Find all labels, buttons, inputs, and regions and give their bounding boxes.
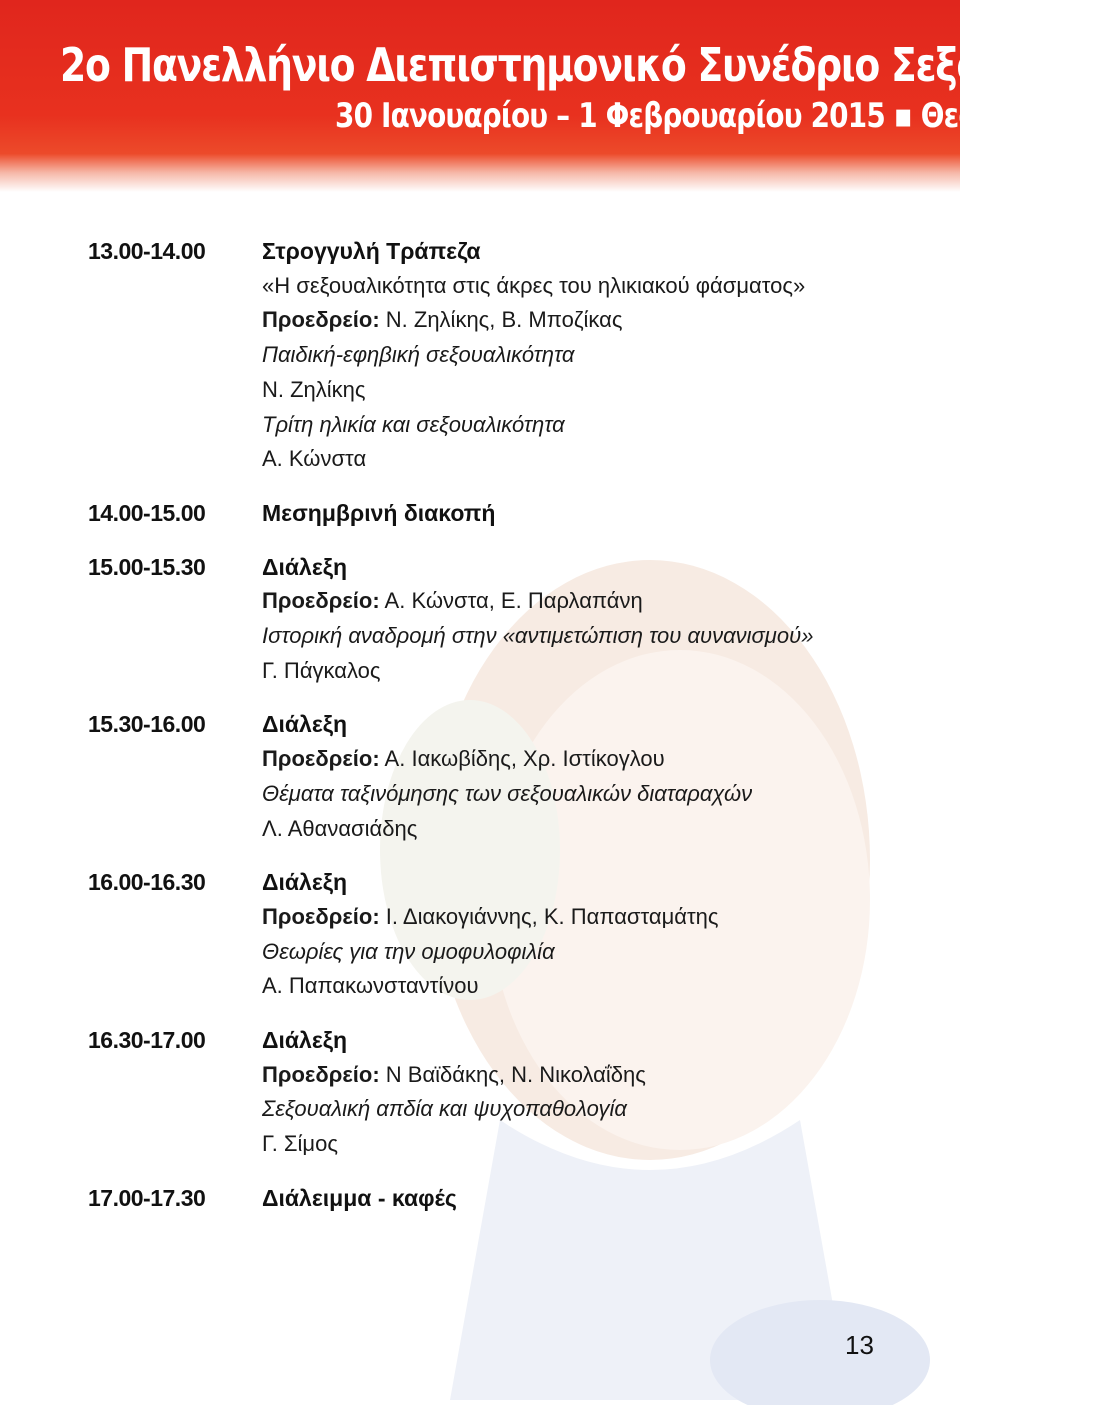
session-chair [262, 307, 622, 333]
page-number: 13 [845, 1330, 874, 1360]
talk-title: Θεωρίες για την ομοφυλοφιλία [262, 938, 555, 964]
talk-title: Τρίτη ηλικία και σεξουαλικότητα [262, 411, 565, 437]
session-time: 15.00-15.30 [88, 553, 206, 580]
session-line: Γ. Πάγκαλος [262, 657, 381, 683]
talk-title: Θέματα ταξινόμησης των σεξουαλικών διαταραχών [262, 780, 753, 806]
chair-names: Ι. Διακογιάννης, Κ. Παπασταμάτης [379, 903, 719, 929]
chair-names: Ν. Ζηλίκης, Β. Μποζίκας [379, 307, 623, 333]
chair-names: Ν Βαϊδάκης, Ν. Νικολαΐδης [379, 1061, 646, 1087]
session-time: 13.00-14.00 [88, 238, 206, 264]
session-chair [262, 746, 665, 772]
chair-label: Προεδρείο: [262, 588, 380, 614]
session-line: Γ. Σίμος [262, 1131, 338, 1157]
chair-label: Προεδρείο: [262, 1061, 380, 1087]
session-title: Διάλεξη [262, 1027, 348, 1053]
session-time: 15.30-16.00 [88, 711, 206, 738]
session-time: 16.30-17.00 [88, 1027, 206, 1053]
chair-label: Προεδρείο: [262, 903, 380, 929]
session-line: «Η σεξουαλικότητα στις άκρες του ηλικιακού φάσματος» [262, 272, 806, 298]
session-line: Λ. Αθανασιάδης [262, 815, 418, 841]
session-chair [262, 904, 719, 930]
session-chair [262, 1062, 646, 1088]
talk-title: Ιστορική αναδρομή στην «αντιμετώπιση του αυνανισμού» [262, 623, 814, 648]
session-title: Διάλειμμα - καφές [262, 1184, 457, 1211]
conference-dates: 30 Ιανουαρίου – 1 Φεβρουαρίου 2015 ▪ Θεσσαλονίκη [335, 96, 1120, 136]
session-title: Διάλεξη [262, 553, 348, 580]
session-line: Α. Παπακωνσταντίνου [262, 973, 479, 999]
session-time: 17.00-17.30 [88, 1184, 206, 1211]
session-title: Στρογγυλή Τράπεζα [262, 238, 481, 264]
talk-title: Παιδική-εφηβική σεξουαλικότητα [262, 342, 575, 368]
session-time: 14.00-15.00 [88, 499, 206, 526]
session-line: Α. Κώνστα [262, 446, 367, 472]
chair-names: Α. Ιακωβίδης, Χρ. Ιστίκογλου [379, 746, 665, 772]
session-line: Ν. Ζηλίκης [262, 376, 366, 402]
session-title: Διάλεξη [262, 869, 348, 896]
chair-label: Προεδρείο: [262, 746, 380, 772]
conference-title: 2ο Πανελλήνιο Διεπιστημονικό Συνέδριο Σεξολογίας [60, 38, 1113, 92]
chair-names: Α. Κώνστα, Ε. Παρλαπάνη [379, 588, 643, 614]
talk-title: Σεξουαλική απδία και ψυχοπαθολογία [262, 1096, 627, 1122]
session-chair [262, 588, 643, 614]
session-title: Διάλεξη [262, 711, 348, 738]
session-title: Μεσημβρινή διακοπή [262, 499, 496, 526]
session-time: 16.00-16.30 [88, 869, 206, 896]
chair-label: Προεδρείο: [262, 307, 380, 333]
